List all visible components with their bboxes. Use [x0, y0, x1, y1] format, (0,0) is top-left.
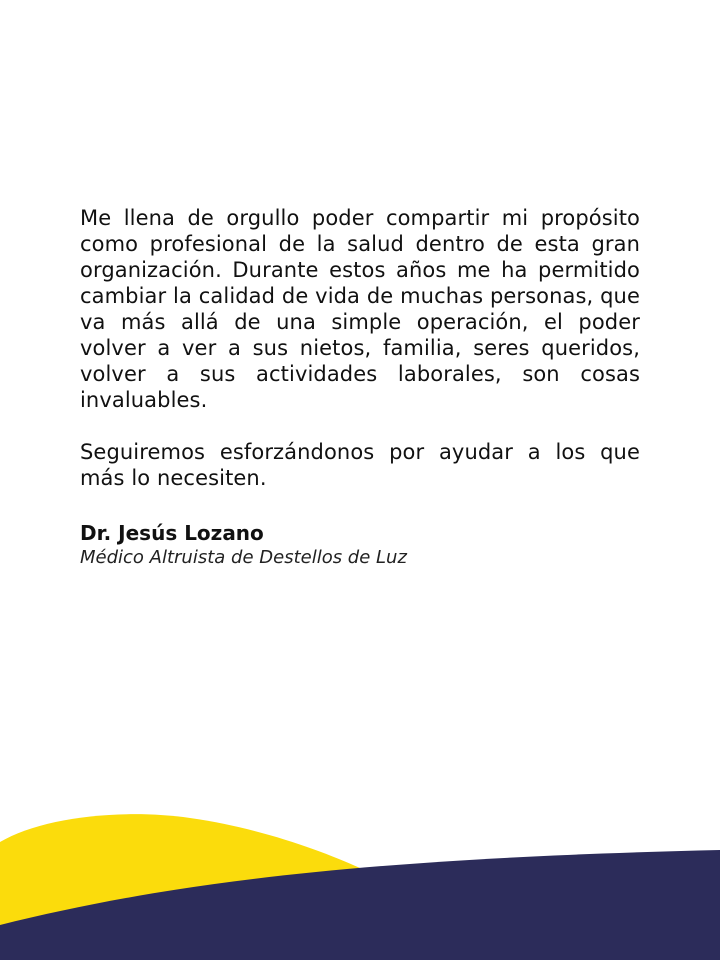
signature-name: Dr. Jesús Lozano	[80, 521, 264, 545]
letter-paragraph-1: Me llena de orgullo poder compartir mi propósito como profesional de la salud dentro de esta gran organización. Durante estos años me ha permitido cambiar la calidad de vida de muchas personas, que va más allá de una simple operación, el poder volver a ver a sus nietos, familia, seres queridos, volver a sus actividades laborales, son cosas invaluables.	[80, 206, 640, 412]
decorative-wave-footer	[0, 800, 720, 960]
signature-role: Médico Altruista de Destellos de Luz	[80, 547, 407, 568]
letter-body	[80, 205, 640, 570]
letter-paragraph-2: Seguiremos esforzándonos por ayudar a los que más lo necesiten.	[80, 440, 640, 490]
signature-block	[80, 520, 640, 570]
